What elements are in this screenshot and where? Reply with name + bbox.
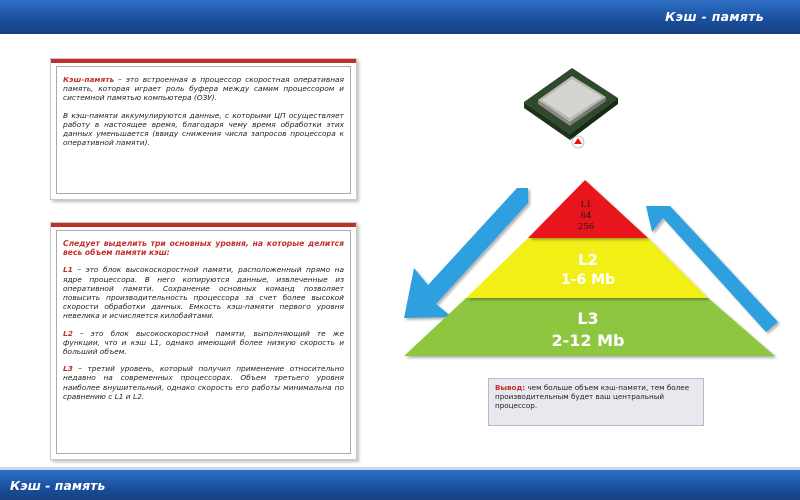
- conclusion-text: чем больше объем кэш-памяти, тем более производительным будет ваш центральный процессор.: [495, 383, 690, 410]
- footer-bar: [0, 470, 800, 500]
- tier-l3-name: L3: [577, 309, 599, 328]
- intro-p1-text: – это встроенная в процессор скоростная оперативная память, которая играет роль буфера между самим процессором и системной памятью компьютера (ОЗУ).: [63, 75, 344, 103]
- tier-l2-size: 1-6 Mb: [560, 272, 616, 288]
- tier-l3-label: [528, 308, 648, 352]
- conclusion-box: [488, 378, 704, 426]
- level-l2-text: – это блок высокоскоростной памяти, выполняющий те же функции, что и кэш L1, однако имеющий более низкую скорость и больший объем.: [63, 328, 344, 357]
- level-l3-key: L3: [63, 364, 73, 374]
- tier-l1-name: L1: [580, 200, 592, 210]
- level-l3-text: – третий уровень, который получил применение относительно недавно на современных процессорах. Объем третьего уровня наиболее внушительный, однако скорость его работы минимальна по сравнению с L1 и L2.: [63, 364, 344, 401]
- level-l2-key: L2: [63, 328, 73, 338]
- levels-heading: Следует выделить три основных уровня, на которые делится весь объем памяти кэш:: [63, 239, 344, 258]
- footer-title: Кэш - память: [10, 478, 106, 493]
- intro-term: Кэш-память: [63, 75, 115, 84]
- tier-l1-label: [566, 200, 606, 233]
- level-l1-text: – это блок высокоскоростной памяти, расположенный прямо на ядре процессора. В него копируются данные, извлеченные из оперативной памяти. Сохранение основных команд позволяет повысить производительность процессора за счет более высокой скорости обработки данных. Емкость кэш-памяти первого уровня невелика и исчисляется килобайтами.: [63, 265, 344, 321]
- conclusion-label: Вывод:: [495, 383, 526, 392]
- tier-l1-value-2: 256: [577, 222, 595, 232]
- intro-paragraph-2: В кэш-памяти аккумулируются данные, с которыми ЦП осуществляет работу в настоящее время, благодаря чему время обработки этих данных уменьшается (ввиду снижения числа запросов процессора к оперативной памяти).: [63, 110, 344, 148]
- tier-l2-name: L2: [578, 251, 598, 269]
- tier-l2-label: [528, 250, 648, 290]
- tier-l3-size: 2-12 Mb: [551, 331, 625, 350]
- level-l1-key: L1: [63, 265, 73, 275]
- header-title: Кэш - память: [665, 9, 764, 24]
- tier-l1-value-1: 64: [580, 211, 592, 221]
